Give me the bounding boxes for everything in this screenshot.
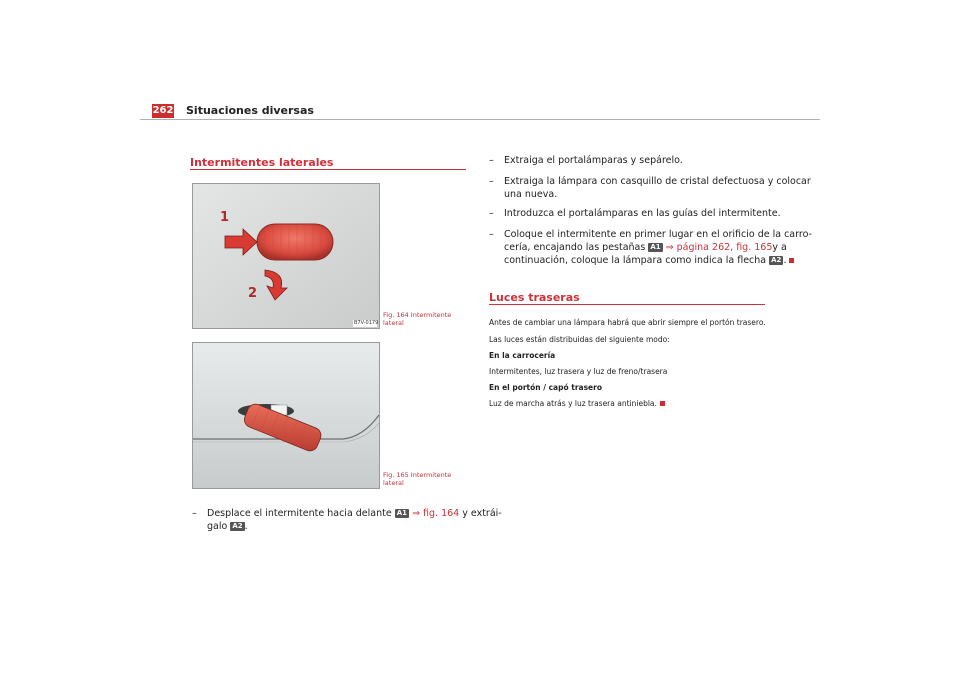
- step-dash: –: [489, 229, 494, 240]
- right-step-1: [489, 154, 779, 167]
- end-of-section-mark: [660, 401, 665, 406]
- subheading-carroceria: En la carrocería: [489, 351, 556, 360]
- paragraph-text: Luz de marcha atrás y luz trasera antiniebla.: [489, 399, 657, 408]
- left-step-1-line2: [207, 520, 467, 533]
- callout-badge-a2: A2: [232, 522, 243, 530]
- step-text-line2: una nueva.: [504, 189, 558, 200]
- step-dash: –: [489, 155, 494, 166]
- callout-badge-a2: A2: [771, 256, 782, 264]
- end-of-section-mark: [789, 258, 794, 263]
- figure-164-image: [192, 183, 380, 329]
- paragraph-last: [489, 399, 665, 409]
- marker-1: 1: [220, 210, 230, 225]
- subheading-porton: En el portón / capó trasero: [489, 383, 602, 392]
- step-text-line2: cería, encajando las pestañas: [504, 242, 649, 253]
- section-divider: [190, 169, 466, 170]
- paragraph: Antes de cambiar una lámpara habrá que abrir siempre el portón trasero.: [489, 318, 766, 327]
- step-text-continued: y extrái-: [459, 508, 502, 519]
- step-dash: –: [489, 208, 494, 219]
- step-dash: –: [489, 176, 494, 187]
- right-step-3: [489, 207, 779, 220]
- step-text-line3-end: .: [783, 255, 787, 266]
- step-text: Coloque el intermitente en primer lugar en el orificio de la carro-: [504, 229, 812, 240]
- callout-badge-a1: A1: [650, 243, 661, 251]
- step-text-line2-end: y a: [772, 242, 787, 253]
- step-text: galo: [207, 521, 231, 532]
- turn-signal-illustration: [193, 184, 379, 328]
- paragraph: Intermitentes, luz trasera y luz de freno/trasera: [489, 367, 668, 376]
- section-title-intermitentes: Intermitentes laterales: [190, 156, 334, 169]
- step-text: Introduzca el portalámparas en las guías del intermitente.: [504, 208, 781, 219]
- section-divider: [489, 304, 765, 305]
- page-262-fig-165-link[interactable]: ⇒ página 262, fig. 165: [662, 242, 773, 253]
- right-step-4: [489, 228, 812, 267]
- figure-code: B7V-0179: [354, 320, 379, 326]
- figure-164-link[interactable]: ⇒ fig. 164: [412, 508, 460, 519]
- callout-badge-a1: A1: [396, 509, 408, 517]
- figure-164-caption: Fig. 164 Intermitente lateral: [383, 311, 452, 327]
- step-text-line3: continuación, coloque la lámpara como indica la flecha: [504, 255, 770, 266]
- left-step-1-line1: [192, 507, 502, 520]
- step-text: Extraiga el portalámparas y sepárelo.: [504, 155, 683, 166]
- marker-2: 2: [248, 286, 258, 301]
- side-lamp-removed-illustration: [193, 343, 379, 488]
- section-title-luces-traseras: Luces traseras: [489, 291, 580, 304]
- step-text: Desplace el intermitente hacia delante: [207, 508, 395, 519]
- step-text: Extraiga la lámpara con casquillo de cristal defectuosa y colocar: [504, 176, 811, 187]
- paragraph: Las luces están distribuidas del siguiente modo:: [489, 335, 670, 344]
- figure-165-caption: Fig. 165 Intermitente lateral: [383, 471, 452, 487]
- step-dash: –: [192, 508, 197, 519]
- figure-165-image: [192, 342, 380, 489]
- page-number: 262: [152, 105, 174, 116]
- step-text-end: .: [244, 521, 248, 532]
- right-step-2: [489, 175, 811, 201]
- header-title: Situaciones diversas: [186, 104, 314, 117]
- header-divider: [140, 119, 820, 120]
